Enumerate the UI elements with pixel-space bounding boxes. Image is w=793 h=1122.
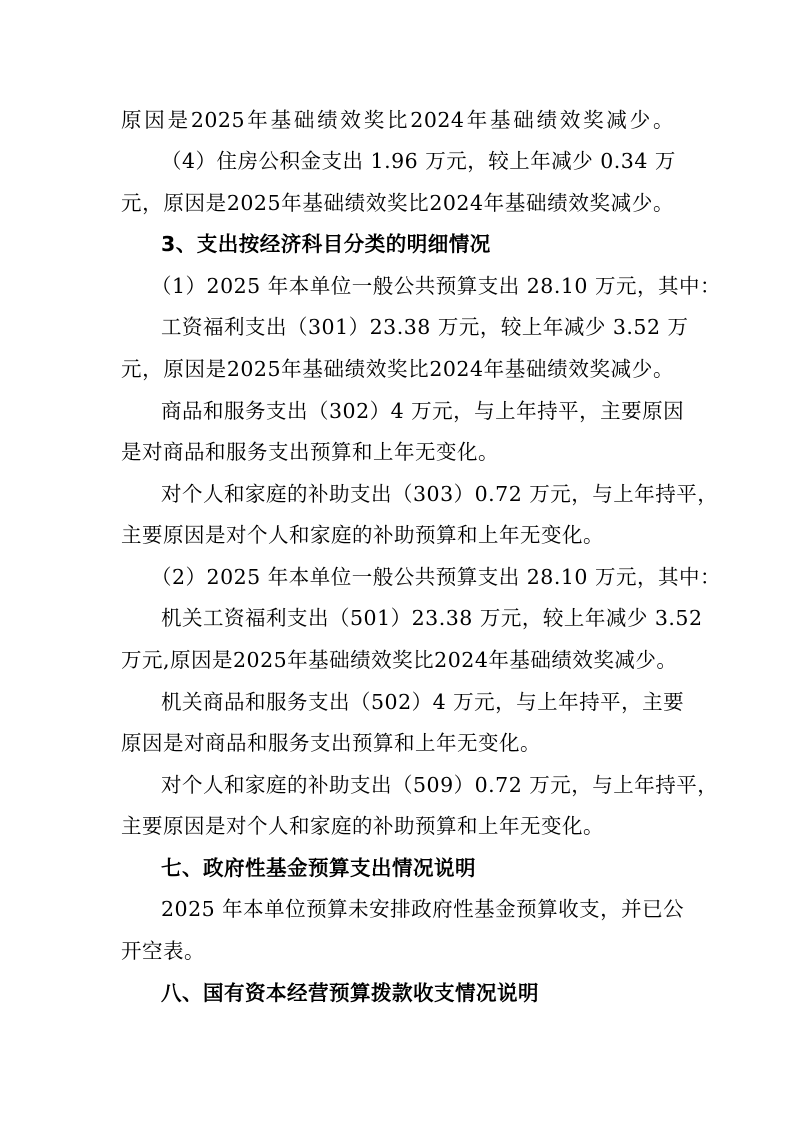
paragraph-line: 原因是2025年基础绩效奖比2024年基础绩效奖减少。 — [121, 108, 674, 132]
paragraph-line: 是对商品和服务支出预算和上年无变化。 — [121, 440, 499, 464]
paragraph-line: 机关商品和服务支出（502）4 万元，与上年持平，主要 — [161, 690, 685, 714]
paragraph-line: 工资福利支出（301）23.38 万元，较上年减少 3.52 万 — [161, 315, 689, 339]
paragraph-line: 对个人和家庭的补助支出（509）0.72 万元，与上年持平， — [161, 773, 719, 797]
paragraph-line: （2）2025 年本单位一般公共预算支出 28.10 万元，其中： — [151, 565, 721, 589]
section-heading: 3、支出按经济科目分类的明细情况 — [161, 232, 491, 256]
paragraph-line: 对个人和家庭的补助支出（303）0.72 万元，与上年持平， — [161, 482, 719, 506]
paragraph-line: 原因是对商品和服务支出预算和上年无变化。 — [121, 731, 541, 755]
section-heading: 七、政府性基金预算支出情况说明 — [161, 856, 476, 880]
section-heading: 八、国有资本经营预算拨款收支情况说明 — [161, 981, 539, 1005]
paragraph-line: 2025 年本单位预算未安排政府性基金预算收支，并已公 — [161, 897, 685, 921]
paragraph-line: 元，原因是2025年基础绩效奖比2024年基础绩效奖减少。 — [121, 357, 674, 381]
paragraph-line: 主要原因是对个人和家庭的补助预算和上年无变化。 — [121, 523, 604, 547]
paragraph-line: 元，原因是2025年基础绩效奖比2024年基础绩效奖减少。 — [121, 191, 674, 215]
paragraph-line: 机关工资福利支出（501）23.38 万元，较上年减少 3.52 — [161, 606, 703, 630]
paragraph-line: 万元,原因是2025年基础绩效奖比2024年基础绩效奖减少。 — [121, 648, 678, 672]
paragraph-line: 商品和服务支出（302）4 万元，与上年持平，主要原因 — [161, 399, 685, 423]
paragraph-line: 开空表。 — [121, 939, 205, 963]
paragraph-line: （1）2025 年本单位一般公共预算支出 28.10 万元，其中： — [151, 274, 721, 298]
paragraph-line: 主要原因是对个人和家庭的补助预算和上年无变化。 — [121, 814, 604, 838]
paragraph-line: （4）住房公积金支出 1.96 万元，较上年减少 0.34 万 — [161, 149, 676, 173]
